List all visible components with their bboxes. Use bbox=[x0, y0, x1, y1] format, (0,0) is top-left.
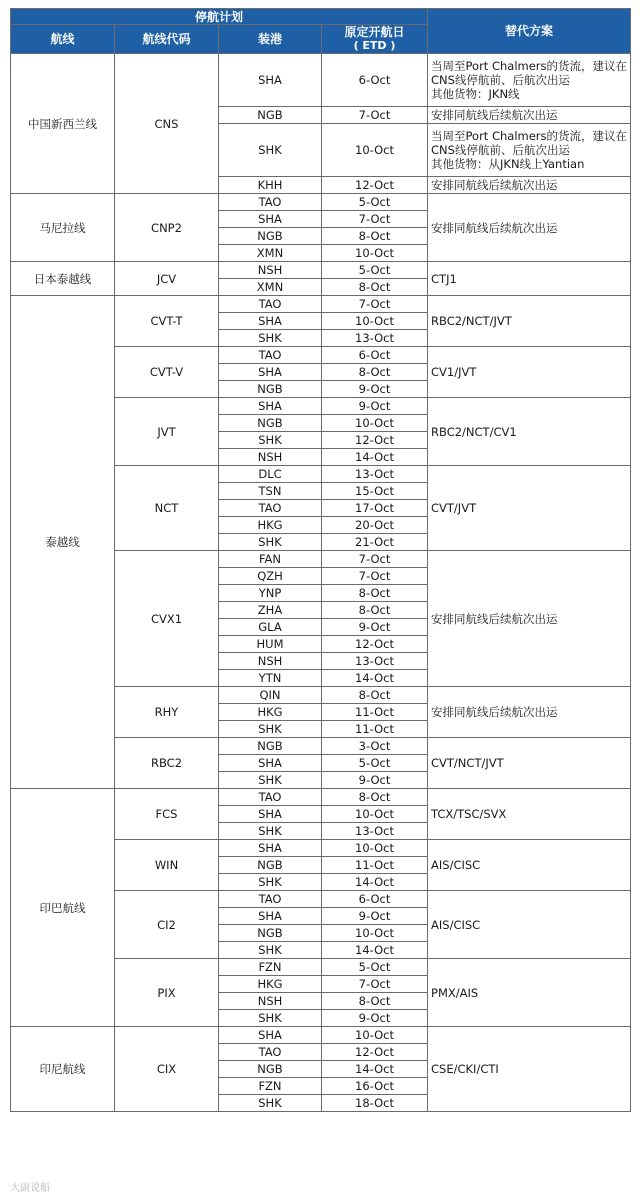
col-etd-header-line1: 原定开航日 bbox=[344, 25, 405, 39]
load-port: NGB bbox=[219, 381, 322, 398]
etd-date: 9-Oct bbox=[322, 908, 428, 925]
load-port: NSH bbox=[219, 262, 322, 279]
load-port: SHK bbox=[219, 534, 322, 551]
col-etd-header-line2: ( ETD ) bbox=[353, 39, 396, 52]
alternative-plan: TCX/TSC/SVX bbox=[428, 789, 631, 840]
load-port: XMN bbox=[219, 279, 322, 296]
load-port: SHK bbox=[219, 1095, 322, 1112]
etd-date: 11-Oct bbox=[322, 704, 428, 721]
load-port: QIN bbox=[219, 687, 322, 704]
alternative-plan: CV1/JVT bbox=[428, 347, 631, 398]
load-port: HUM bbox=[219, 636, 322, 653]
etd-date: 7-Oct bbox=[322, 211, 428, 228]
table-row bbox=[11, 296, 631, 313]
etd-date: 10-Oct bbox=[322, 124, 428, 177]
etd-date: 7-Oct bbox=[322, 107, 428, 124]
etd-date: 11-Oct bbox=[322, 857, 428, 874]
load-port: ZHA bbox=[219, 602, 322, 619]
service-code: CI2 bbox=[115, 891, 219, 959]
table-row bbox=[11, 789, 631, 806]
load-port: NGB bbox=[219, 1061, 322, 1078]
service-code: CIX bbox=[115, 1027, 219, 1112]
etd-date: 8-Oct bbox=[322, 228, 428, 245]
etd-date: 11-Oct bbox=[322, 721, 428, 738]
alternative-plan: AIS/CISC bbox=[428, 840, 631, 891]
table-body bbox=[11, 54, 631, 1112]
service-code: JCV bbox=[115, 262, 219, 296]
load-port: TAO bbox=[219, 194, 322, 211]
load-port: FZN bbox=[219, 1078, 322, 1095]
load-port: SHK bbox=[219, 432, 322, 449]
route-name: 印尼航线 bbox=[11, 1027, 115, 1112]
route-name: 泰越线 bbox=[11, 296, 115, 789]
etd-date: 6-Oct bbox=[322, 347, 428, 364]
load-port: SHA bbox=[219, 1027, 322, 1044]
load-port: SHA bbox=[219, 398, 322, 415]
etd-date: 3-Oct bbox=[322, 738, 428, 755]
col-route-header: 航线 bbox=[11, 25, 115, 54]
etd-date: 12-Oct bbox=[322, 636, 428, 653]
load-port: NSH bbox=[219, 449, 322, 466]
load-port: SHA bbox=[219, 806, 322, 823]
alternative-plan: CTJ1 bbox=[428, 262, 631, 296]
service-code: RBC2 bbox=[115, 738, 219, 789]
alternative-plan: CVT/NCT/JVT bbox=[428, 738, 631, 789]
alternative-plan: 当周至Port Chalmers的货流，建议在CNS线停航前、后航次出运 其他货物：JKN线 bbox=[428, 54, 631, 107]
etd-date: 9-Oct bbox=[322, 381, 428, 398]
route-name: 印巴航线 bbox=[11, 789, 115, 1027]
etd-date: 14-Oct bbox=[322, 874, 428, 891]
etd-date: 14-Oct bbox=[322, 942, 428, 959]
route-name: 马尼拉线 bbox=[11, 194, 115, 262]
service-code: PIX bbox=[115, 959, 219, 1027]
etd-date: 10-Oct bbox=[322, 925, 428, 942]
load-port: NGB bbox=[219, 107, 322, 124]
col-code-header: 航线代码 bbox=[115, 25, 219, 54]
etd-date: 9-Oct bbox=[322, 619, 428, 636]
load-port: FZN bbox=[219, 959, 322, 976]
etd-date: 16-Oct bbox=[322, 1078, 428, 1095]
service-code: CVX1 bbox=[115, 551, 219, 687]
load-port: NGB bbox=[219, 857, 322, 874]
table-row bbox=[11, 194, 631, 211]
etd-date: 10-Oct bbox=[322, 415, 428, 432]
etd-date: 6-Oct bbox=[322, 891, 428, 908]
load-port: NSH bbox=[219, 653, 322, 670]
load-port: SHK bbox=[219, 874, 322, 891]
table-row bbox=[11, 262, 631, 279]
load-port: SHA bbox=[219, 755, 322, 772]
route-name: 日本泰越线 bbox=[11, 262, 115, 296]
service-code: CNP2 bbox=[115, 194, 219, 262]
etd-date: 8-Oct bbox=[322, 993, 428, 1010]
load-port: TAO bbox=[219, 789, 322, 806]
etd-date: 21-Oct bbox=[322, 534, 428, 551]
alternative-plan: CSE/CKI/CTI bbox=[428, 1027, 631, 1112]
suspension-table bbox=[10, 8, 631, 1112]
etd-date: 10-Oct bbox=[322, 840, 428, 857]
load-port: TAO bbox=[219, 891, 322, 908]
etd-date: 9-Oct bbox=[322, 398, 428, 415]
etd-date: 13-Oct bbox=[322, 466, 428, 483]
alternative-plan: 安排同航线后续航次出运 bbox=[428, 194, 631, 262]
service-code: CNS bbox=[115, 54, 219, 194]
alternative-plan: AIS/CISC bbox=[428, 891, 631, 959]
alternative-plan: RBC2/NCT/CV1 bbox=[428, 398, 631, 466]
alternative-plan: CVT/JVT bbox=[428, 466, 631, 551]
load-port: NSH bbox=[219, 993, 322, 1010]
alternative-plan: RBC2/NCT/JVT bbox=[428, 296, 631, 347]
etd-date: 7-Oct bbox=[322, 551, 428, 568]
table-row bbox=[11, 54, 631, 107]
load-port: NGB bbox=[219, 228, 322, 245]
etd-date: 13-Oct bbox=[322, 653, 428, 670]
etd-date: 10-Oct bbox=[322, 313, 428, 330]
load-port: SHK bbox=[219, 823, 322, 840]
col-etd-header bbox=[322, 25, 428, 54]
etd-date: 7-Oct bbox=[322, 568, 428, 585]
etd-date: 8-Oct bbox=[322, 789, 428, 806]
etd-date: 7-Oct bbox=[322, 296, 428, 313]
load-port: SHA bbox=[219, 313, 322, 330]
etd-date: 6-Oct bbox=[322, 54, 428, 107]
etd-date: 12-Oct bbox=[322, 432, 428, 449]
service-code: JVT bbox=[115, 398, 219, 466]
load-port: SHA bbox=[219, 908, 322, 925]
load-port: SHA bbox=[219, 211, 322, 228]
table-row bbox=[11, 1027, 631, 1044]
col-alt-header: 替代方案 bbox=[428, 9, 631, 54]
schedule-sheet bbox=[10, 8, 630, 1112]
etd-date: 9-Oct bbox=[322, 1010, 428, 1027]
etd-date: 20-Oct bbox=[322, 517, 428, 534]
alternative-plan: 安排同航线后续航次出运 bbox=[428, 551, 631, 687]
load-port: SHK bbox=[219, 772, 322, 789]
load-port: HKG bbox=[219, 517, 322, 534]
load-port: XMN bbox=[219, 245, 322, 262]
service-code: WIN bbox=[115, 840, 219, 891]
load-port: NGB bbox=[219, 925, 322, 942]
etd-date: 7-Oct bbox=[322, 976, 428, 993]
service-code: CVT-V bbox=[115, 347, 219, 398]
alternative-plan: 安排同航线后续航次出运 bbox=[428, 687, 631, 738]
load-port: SHK bbox=[219, 124, 322, 177]
etd-date: 12-Oct bbox=[322, 177, 428, 194]
load-port: TAO bbox=[219, 1044, 322, 1061]
etd-date: 5-Oct bbox=[322, 194, 428, 211]
etd-date: 5-Oct bbox=[322, 755, 428, 772]
etd-date: 8-Oct bbox=[322, 585, 428, 602]
col-port-header: 装港 bbox=[219, 25, 322, 54]
etd-date: 14-Oct bbox=[322, 1061, 428, 1078]
load-port: NGB bbox=[219, 738, 322, 755]
etd-date: 13-Oct bbox=[322, 330, 428, 347]
etd-date: 5-Oct bbox=[322, 262, 428, 279]
load-port: FAN bbox=[219, 551, 322, 568]
etd-date: 8-Oct bbox=[322, 687, 428, 704]
etd-date: 8-Oct bbox=[322, 279, 428, 296]
load-port: TSN bbox=[219, 483, 322, 500]
load-port: SHA bbox=[219, 54, 322, 107]
etd-date: 12-Oct bbox=[322, 1044, 428, 1061]
load-port: QZH bbox=[219, 568, 322, 585]
service-code: CVT-T bbox=[115, 296, 219, 347]
alternative-plan: 安排同航线后续航次出运 bbox=[428, 177, 631, 194]
load-port: SHA bbox=[219, 364, 322, 381]
load-port: YNP bbox=[219, 585, 322, 602]
watermark: 大副说船 bbox=[10, 1183, 50, 1194]
load-port: SHK bbox=[219, 330, 322, 347]
load-port: NGB bbox=[219, 415, 322, 432]
load-port: HKG bbox=[219, 976, 322, 993]
load-port: SHK bbox=[219, 1010, 322, 1027]
etd-date: 8-Oct bbox=[322, 364, 428, 381]
load-port: HKG bbox=[219, 704, 322, 721]
alternative-plan: 安排同航线后续航次出运 bbox=[428, 107, 631, 124]
etd-date: 18-Oct bbox=[322, 1095, 428, 1112]
etd-date: 9-Oct bbox=[322, 772, 428, 789]
etd-date: 14-Oct bbox=[322, 449, 428, 466]
route-name: 中国新西兰线 bbox=[11, 54, 115, 194]
load-port: TAO bbox=[219, 347, 322, 364]
load-port: YTN bbox=[219, 670, 322, 687]
etd-date: 8-Oct bbox=[322, 602, 428, 619]
group-title: 停航计划 bbox=[11, 9, 428, 25]
load-port: TAO bbox=[219, 500, 322, 517]
load-port: SHA bbox=[219, 840, 322, 857]
load-port: SHK bbox=[219, 721, 322, 738]
load-port: KHH bbox=[219, 177, 322, 194]
alternative-plan: PMX/AIS bbox=[428, 959, 631, 1027]
alternative-plan: 当周至Port Chalmers的货流，建议在CNS线停航前、后航次出运 其他货物：从JKN线上Yantian bbox=[428, 124, 631, 177]
etd-date: 15-Oct bbox=[322, 483, 428, 500]
service-code: FCS bbox=[115, 789, 219, 840]
etd-date: 13-Oct bbox=[322, 823, 428, 840]
service-code: RHY bbox=[115, 687, 219, 738]
load-port: DLC bbox=[219, 466, 322, 483]
service-code: NCT bbox=[115, 466, 219, 551]
etd-date: 10-Oct bbox=[322, 806, 428, 823]
etd-date: 17-Oct bbox=[322, 500, 428, 517]
etd-date: 10-Oct bbox=[322, 1027, 428, 1044]
etd-date: 5-Oct bbox=[322, 959, 428, 976]
load-port: GLA bbox=[219, 619, 322, 636]
etd-date: 14-Oct bbox=[322, 670, 428, 687]
etd-date: 10-Oct bbox=[322, 245, 428, 262]
load-port: SHK bbox=[219, 942, 322, 959]
load-port: TAO bbox=[219, 296, 322, 313]
